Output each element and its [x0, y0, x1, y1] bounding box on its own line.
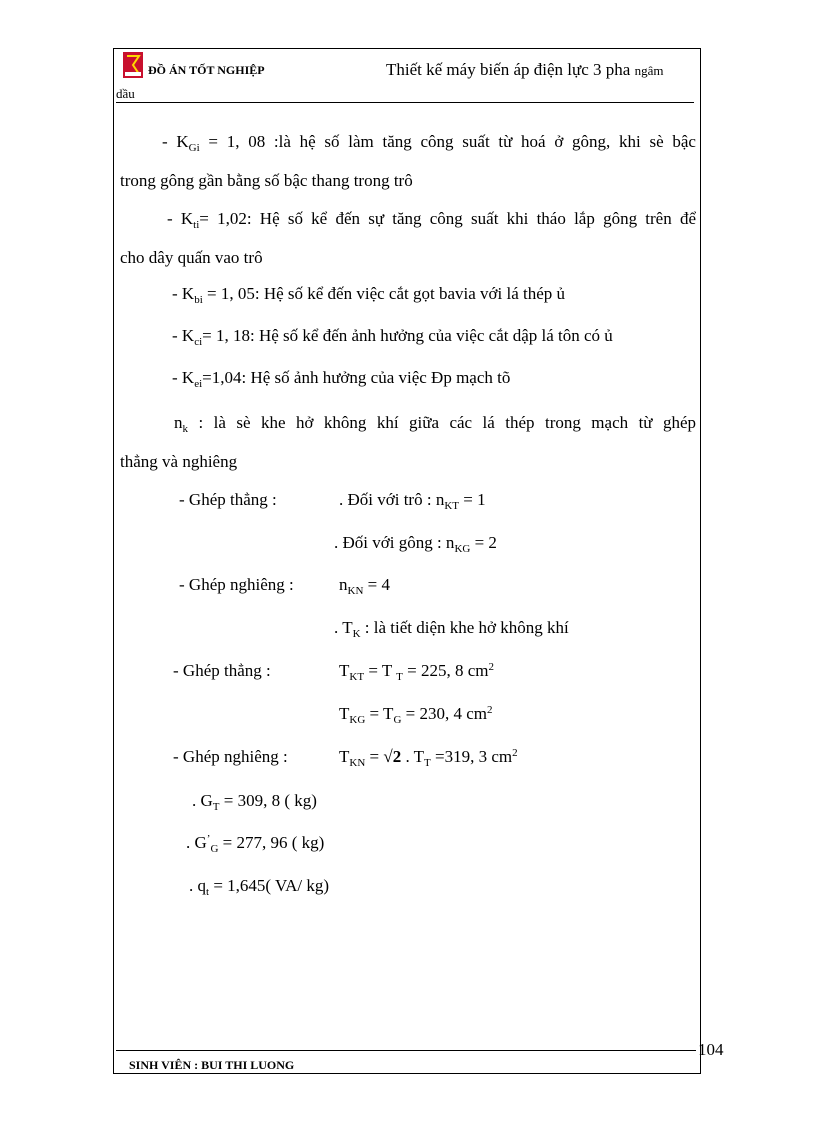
paragraph-nk: $n_k$ : là sè khe hở không khí giữa các lá thép trong mạch từ ghép thẳng và nghiêng: [120, 413, 696, 471]
line-gong-nkg: . Đối với gông : $n_{KG} = 2$: [334, 533, 497, 555]
line-tk: . $T_K$ : là tiết diện khe hở không khí: [334, 618, 569, 640]
paragraph-kti: - $K_{ti}= 1,02$: Hệ số kể đến sự tăng công suất khi tháo lắp gông trên để cho dây quấn vao trô: [120, 209, 696, 267]
label-ghep-nghieng: - Ghép nghiêng :: [179, 575, 294, 594]
header-right-title: Thiết kế máy biến áp điện lực 3 pha ngâm: [386, 60, 664, 79]
school-logo-icon: [123, 52, 143, 78]
page-number: 104: [698, 1040, 724, 1059]
footer-divider: [116, 1050, 696, 1051]
paragraph-kgi: - $K_{Gi} = 1$, 08 :là hệ số làm tăng công suất từ hoá ở gông, khi sè bậc trong gông gần bằng số bậc thang trong trô: [120, 132, 696, 190]
line-kei: - $K_{ei}=1,04$: Hệ số ảnh hưởng của việc Đp mạch tõ: [172, 368, 511, 390]
footer-student: SINH VIÊN : BUI THI LUONG: [129, 1058, 295, 1072]
line-kbi: - $K_{bi} = 1$, 05: Hệ số kể đến việc cắt gọt bavia với lá thép ủ: [172, 284, 566, 306]
line-tkg: $T_{KG} = T_G = 230$, 4 $cm^2$: [339, 704, 493, 726]
sqrt-symbol: √2: [383, 747, 402, 766]
line-tro-nkt: . Đối với trô : $n_{KT} = 1$: [339, 490, 486, 512]
label-ghep-nghieng-2: - Ghép nghiêng :: [173, 747, 288, 766]
line-qt: . $q_t = 1,645$( VA/ kg): [189, 876, 330, 898]
header-right-title-continued: dầu: [116, 86, 135, 101]
header-left-title: ĐỒ ÁN TỐT NGHIỆP: [148, 63, 265, 77]
line-kci: - $K_{ci}= 1$, 18: Hệ số kể đến ảnh hưởng của việc cắt dập lá tôn có ủ: [172, 326, 613, 348]
label-ghep-thang: - Ghép thẳng :: [179, 490, 277, 509]
line-gg: . $G^’_G = 277$, 96 ( kg): [186, 833, 325, 855]
line-nkn: $n_{KN} = 4$: [339, 575, 390, 597]
line-tkn: $T_{KN} = √2$ . $T_T =319$, 3 $cm^2$: [339, 747, 518, 769]
header-divider: [116, 102, 694, 103]
label-ghep-thang-2: - Ghép thẳng :: [173, 661, 271, 680]
line-gt: . $G_T = 309$, 8 ( kg): [192, 791, 317, 813]
line-tkt: $T_{KT} = T$ $_T$ = 225, 8 $cm^2$: [339, 661, 495, 683]
